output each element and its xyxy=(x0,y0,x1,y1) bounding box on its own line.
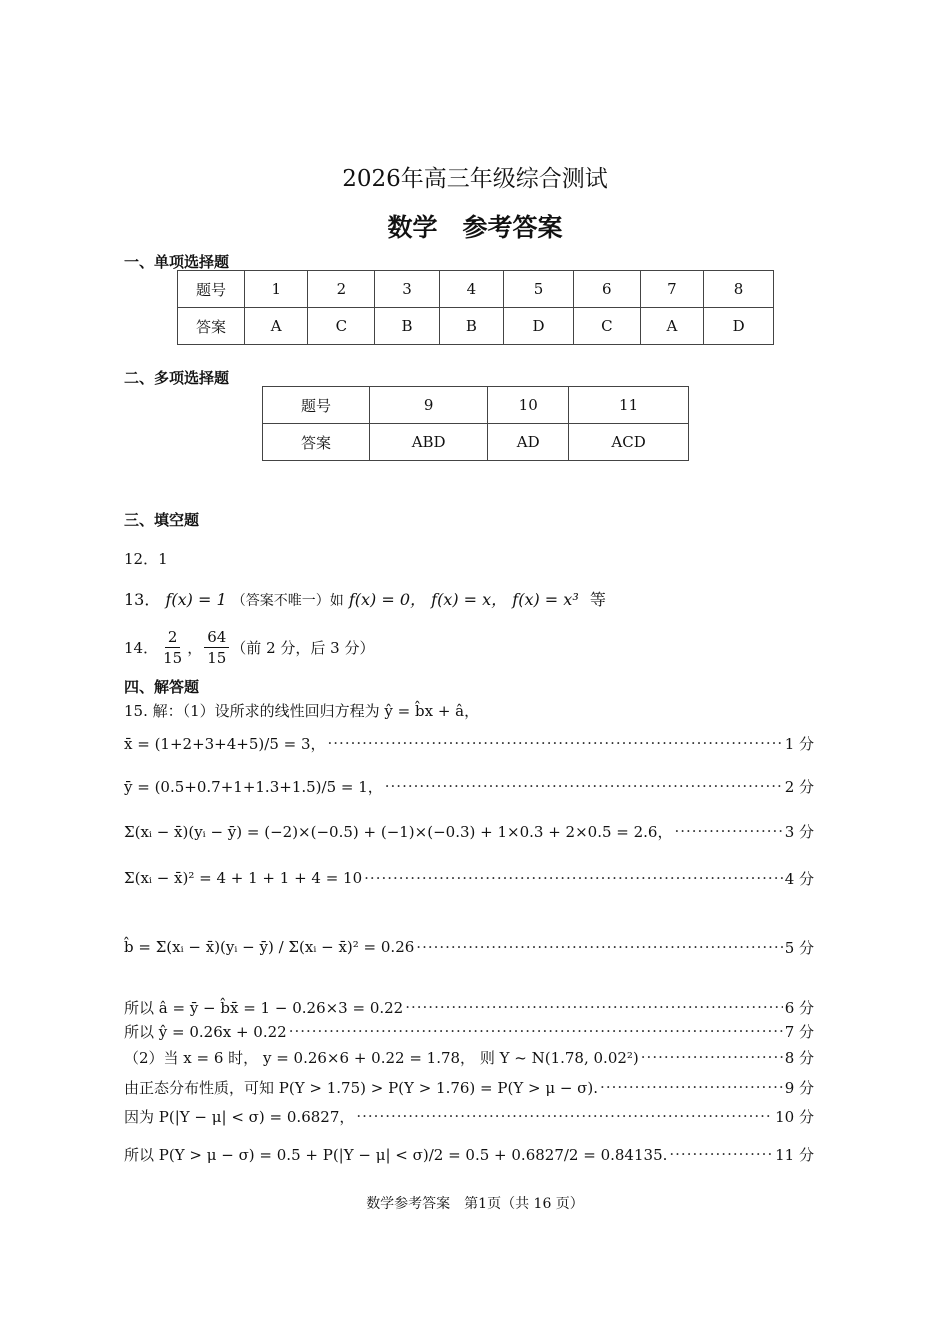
single-choice-table xyxy=(177,270,774,345)
equation: ȳ = (0.5+0.7+1+1.3+1.5)/5 = 1， xyxy=(124,777,383,796)
points: 9 分 xyxy=(784,1078,814,1097)
page-subtitle: 数学 参考答案 xyxy=(387,213,563,242)
table-row xyxy=(263,387,689,424)
table-cell: 9 xyxy=(370,387,488,424)
denominator: 15 xyxy=(207,649,227,667)
note: 等 xyxy=(589,590,606,609)
solution-line xyxy=(124,1021,814,1041)
points: 1 分 xyxy=(784,734,814,753)
points: 2 分 xyxy=(784,777,814,796)
table-cell: B xyxy=(439,308,503,345)
leader-dots xyxy=(669,1145,773,1163)
points: 4 分 xyxy=(784,869,814,888)
question-number: 14． xyxy=(124,639,159,657)
leader-dots xyxy=(364,869,783,887)
table-cell: B xyxy=(375,308,439,345)
formula: f(x) = x， xyxy=(431,590,508,609)
page-footer: 数学参考答案 第1页（共 16 页） xyxy=(366,1196,584,1212)
table-row xyxy=(263,424,689,461)
equation: 所以 ŷ = 0.26x + 0.22 xyxy=(124,1022,287,1041)
leader-dots xyxy=(416,938,782,956)
page-title: 2026年高三年级综合测试 xyxy=(342,166,608,192)
fraction xyxy=(204,627,229,668)
table-cell: 10 xyxy=(488,387,569,424)
solution-line xyxy=(124,937,814,957)
table-cell: D xyxy=(504,308,574,345)
solution-line xyxy=(124,1106,814,1126)
points: 8 分 xyxy=(784,1048,814,1067)
points: 11 分 xyxy=(775,1145,814,1164)
leader-dots xyxy=(328,734,783,752)
formula: f(x) = 0， xyxy=(348,590,427,609)
solution-line xyxy=(124,1047,814,1067)
table-cell: 4 xyxy=(439,271,503,308)
solution-line xyxy=(124,733,814,753)
section-heading-fill-in: 三、填空题 xyxy=(124,511,200,529)
equation: Σ(xᵢ − x̄)(yᵢ − ȳ) = (−2)×(−0.5) + (−1)×(−0.3) + 1×0.3 + 2×0.5 = 2.6， xyxy=(124,822,673,841)
table-cell: 题号 xyxy=(178,271,245,308)
solution-intro: 15. 解：（1）设所求的线性回归方程为 ŷ = b̂x + â， xyxy=(124,702,480,720)
table-cell: A xyxy=(640,308,703,345)
solution-line xyxy=(124,776,814,796)
multi-choice-table xyxy=(262,386,689,461)
leader-dots xyxy=(385,777,783,795)
table-cell: 5 xyxy=(504,271,574,308)
table-cell: 答案 xyxy=(263,424,370,461)
section-heading-solutions: 四、解答题 xyxy=(124,678,200,696)
equation: （2）当 x = 6 时， y = 0.26×6 + 0.22 = 1.78， 则 Y ~ N(1.78, 0.02²) xyxy=(124,1048,639,1067)
table-row xyxy=(178,308,774,345)
solution-line xyxy=(124,821,814,841)
table-cell: 11 xyxy=(569,387,689,424)
solution-line xyxy=(124,1144,814,1164)
numerator: 64 xyxy=(204,627,229,648)
leader-dots xyxy=(600,1078,783,1096)
points: 3 分 xyxy=(784,822,814,841)
table-cell: AD xyxy=(488,424,569,461)
table-cell: 2 xyxy=(308,271,375,308)
answer-q14: 14． $\frac{2}{15}$ ， $\frac{64}{15}$ （前 2 分，后 3 分） xyxy=(124,628,375,667)
fraction xyxy=(160,627,185,668)
equation: Σ(xᵢ − x̄)² = 4 + 1 + 1 + 4 = 10 xyxy=(124,869,363,887)
equation: 所以 P(Y > μ − σ) = 0.5 + P(|Y − μ| < σ)/2 = 0.5 + 0.6827/2 = 0.84135. xyxy=(124,1145,668,1164)
equation: b̂ = Σ(xᵢ − x̄)(yᵢ − ȳ) / Σ(xᵢ − x̄)² = 0.26 xyxy=(124,938,415,956)
table-cell: 1 xyxy=(245,271,308,308)
section-heading-multi-choice: 二、多项选择题 xyxy=(124,369,230,387)
points: 5 分 xyxy=(784,938,814,957)
table-cell: 6 xyxy=(573,271,640,308)
equation: 由正态分布性质，可知 P(Y > 1.75) > P(Y > 1.76) = P(Y > μ − σ). xyxy=(124,1078,599,1097)
equation: x̄ = (1+2+3+4+5)/5 = 3， xyxy=(124,734,326,753)
table-cell: C xyxy=(308,308,375,345)
equation: 所以 â = ȳ − b̂x̄ = 1 − 0.26×3 = 0.22 xyxy=(124,998,404,1017)
table-cell: 8 xyxy=(704,271,774,308)
answer-q13 xyxy=(124,587,606,610)
table-row xyxy=(178,271,774,308)
table-cell: C xyxy=(573,308,640,345)
table-cell: 3 xyxy=(375,271,439,308)
table-cell: ABD xyxy=(370,424,488,461)
equation: 因为 P(|Y − μ| < σ) = 0.6827， xyxy=(124,1107,355,1126)
note: （答案不唯一）如 xyxy=(231,593,344,609)
leader-dots xyxy=(289,1022,783,1040)
table-cell: D xyxy=(704,308,774,345)
section-heading-single-choice: 一、单项选择题 xyxy=(124,253,230,271)
answer-q12: 12．1 xyxy=(124,550,168,568)
leader-dots xyxy=(405,998,782,1016)
formula: f(x) = x³ xyxy=(512,590,579,609)
numerator: 2 xyxy=(165,627,181,648)
table-cell: 题号 xyxy=(263,387,370,424)
points: 10 分 xyxy=(775,1107,814,1126)
formula: f(x) = 1 xyxy=(165,590,227,609)
table-cell: ACD xyxy=(569,424,689,461)
leader-dots xyxy=(674,822,782,840)
table-cell: 答案 xyxy=(178,308,245,345)
table-cell: A xyxy=(245,308,308,345)
points: 7 分 xyxy=(784,1022,814,1041)
question-number: 13． xyxy=(124,590,161,609)
leader-dots xyxy=(356,1107,773,1125)
solution-line xyxy=(124,997,814,1017)
leader-dots xyxy=(641,1048,783,1066)
table-cell: 7 xyxy=(640,271,703,308)
note: （前 2 分，后 3 分） xyxy=(231,639,375,657)
solution-line xyxy=(124,1077,814,1097)
denominator: 15 xyxy=(163,649,183,667)
points: 6 分 xyxy=(784,998,814,1017)
solution-line xyxy=(124,868,814,888)
